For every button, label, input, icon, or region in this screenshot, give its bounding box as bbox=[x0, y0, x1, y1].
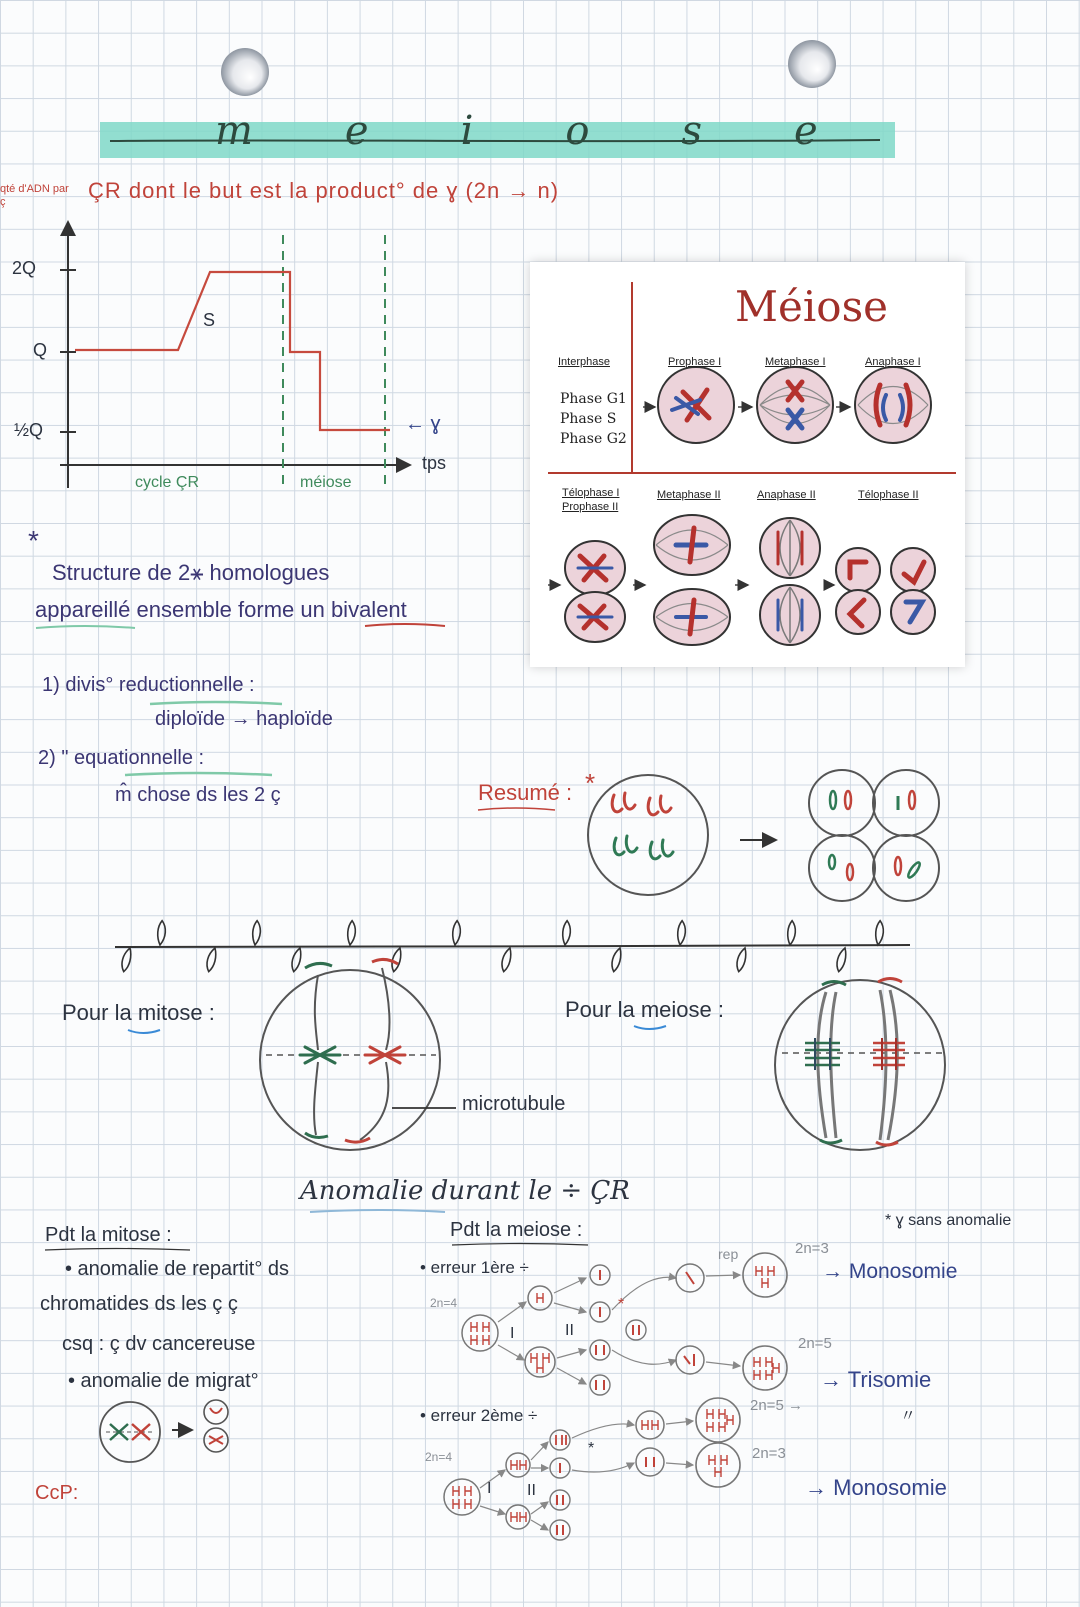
mitosis-anomaly-line-4: • anomalie de migrat° bbox=[68, 1370, 259, 1392]
x-axis-label: tps bbox=[422, 453, 447, 473]
phase-s: Phase S bbox=[560, 411, 617, 427]
y-tick-2q: 2Q bbox=[12, 258, 37, 278]
stage-metaphase-1: Metaphase I bbox=[765, 356, 826, 368]
legend-normal-gamete: * ɣ sans anomalie bbox=[885, 1212, 1012, 1229]
mitosis-cell-diagram bbox=[260, 959, 456, 1150]
page-title: meiose bbox=[215, 108, 910, 154]
error-1-marker: * bbox=[618, 1296, 625, 1313]
y-tick-half-q: ½Q bbox=[14, 420, 44, 440]
meiosis-definition: ÇR dont le but est la product° de ɣ (2n → n) bbox=[88, 178, 560, 203]
y-axis-label: qté d'ADN par ç bbox=[0, 183, 69, 208]
ccp-label: CcP: bbox=[35, 1482, 79, 1504]
mitosis-anomaly-label: Pdt la mitose : bbox=[45, 1224, 172, 1246]
summary-marker: * bbox=[585, 768, 596, 798]
result-3-ploidy: 2n=5 → bbox=[750, 1397, 803, 1414]
figure-top-cells bbox=[643, 367, 931, 443]
result-4-ploidy: 2n=3 bbox=[752, 1445, 786, 1462]
rep-label: rep bbox=[718, 1246, 739, 1262]
meiosis-anomaly-label: Pdt la meiose : bbox=[450, 1219, 583, 1241]
division-2: 2) " equationnelle : bbox=[38, 747, 205, 769]
dna-curve bbox=[75, 272, 390, 430]
stage-prophase-2: Prophase II bbox=[562, 501, 619, 513]
bivalent-line-1: Structure de 2⚹ homologues bbox=[52, 560, 330, 585]
error-1-label: • erreur 1ère ÷ bbox=[420, 1258, 529, 1277]
mitosis-anomaly-diagram bbox=[100, 1400, 228, 1462]
mitosis-label: Pour la mitose : bbox=[62, 1000, 215, 1025]
division-1: 1) divis° reductionnelle : bbox=[42, 674, 255, 696]
text-underlines bbox=[36, 624, 666, 1250]
punch-holes bbox=[221, 40, 836, 96]
anomalies-heading: Anomalie durant le ÷ ÇR bbox=[300, 1176, 630, 1206]
result-4-outcome: → Monosomie bbox=[805, 1475, 947, 1500]
stage-anaphase-2: Anaphase II bbox=[757, 489, 816, 501]
branch-divider bbox=[115, 921, 910, 972]
y-tick-q: Q bbox=[33, 340, 48, 360]
bivalent-marker: * bbox=[28, 525, 39, 556]
stage-telophase-2: Télophase II bbox=[858, 489, 919, 501]
stage-interphase: Interphase bbox=[558, 356, 610, 368]
gamete-arrow-label: ← ɣ bbox=[405, 413, 441, 435]
division-1-detail: diploïde → haploïde bbox=[155, 708, 333, 730]
figure-bottom-cells bbox=[548, 515, 935, 645]
stage-telophase-1: Télophase I bbox=[562, 487, 620, 499]
result-2-ploidy: 2n=5 bbox=[798, 1335, 832, 1352]
stage-metaphase-2: Metaphase II bbox=[657, 489, 721, 501]
x-label-meiosis: méiose bbox=[300, 474, 352, 491]
error-2-division-1: I bbox=[487, 1480, 492, 1497]
error-1-division-1: I bbox=[510, 1325, 515, 1342]
error-1-division-2: II bbox=[565, 1322, 574, 1339]
stage-prophase-1: Prophase I bbox=[668, 356, 722, 368]
result-1-ploidy: 2n=3 bbox=[795, 1240, 829, 1257]
error-2-division-2: II bbox=[527, 1482, 536, 1499]
phase-s-label: S bbox=[203, 310, 216, 330]
mitosis-anomaly-line-2: chromatides ds les ç ç bbox=[40, 1293, 238, 1315]
error-1-ploidy: 2n=4 bbox=[430, 1296, 458, 1310]
summary-label: Resumé : bbox=[478, 780, 573, 805]
mitosis-anomaly-line-1: • anomalie de repartit° ds bbox=[65, 1258, 290, 1280]
error-2-label: • erreur 2ème ÷ bbox=[420, 1406, 538, 1425]
dna-graph bbox=[60, 222, 410, 490]
error-2-ploidy: 2n=4 bbox=[425, 1450, 453, 1464]
summary-diagram bbox=[588, 770, 939, 901]
phase-g2: Phase G2 bbox=[560, 431, 627, 447]
mitosis-anomaly-line-3: csq : ç dv cancereuse bbox=[62, 1333, 256, 1355]
ditto-mark: 〃 bbox=[900, 1408, 917, 1425]
figure-title: Méiose bbox=[735, 282, 888, 331]
microtubule-label: microtubule bbox=[462, 1093, 566, 1115]
meiosis-label: Pour la meiose : bbox=[565, 997, 724, 1022]
phase-g1: Phase G1 bbox=[560, 391, 627, 407]
meiosis-cell-diagram bbox=[775, 979, 945, 1151]
result-1-outcome: → Monosomie bbox=[822, 1260, 958, 1283]
x-label-cell-cycle: cycle ÇR bbox=[135, 474, 200, 491]
error-2-marker: * bbox=[588, 1440, 595, 1457]
result-2-outcome: → Trisomie bbox=[820, 1367, 932, 1392]
stage-anaphase-1: Anaphase I bbox=[865, 356, 921, 368]
bivalent-line-2: appareillé ensemble forme un bivalent bbox=[35, 597, 407, 622]
division-2-detail: m̂ chose ds les 2 ç bbox=[115, 784, 281, 806]
